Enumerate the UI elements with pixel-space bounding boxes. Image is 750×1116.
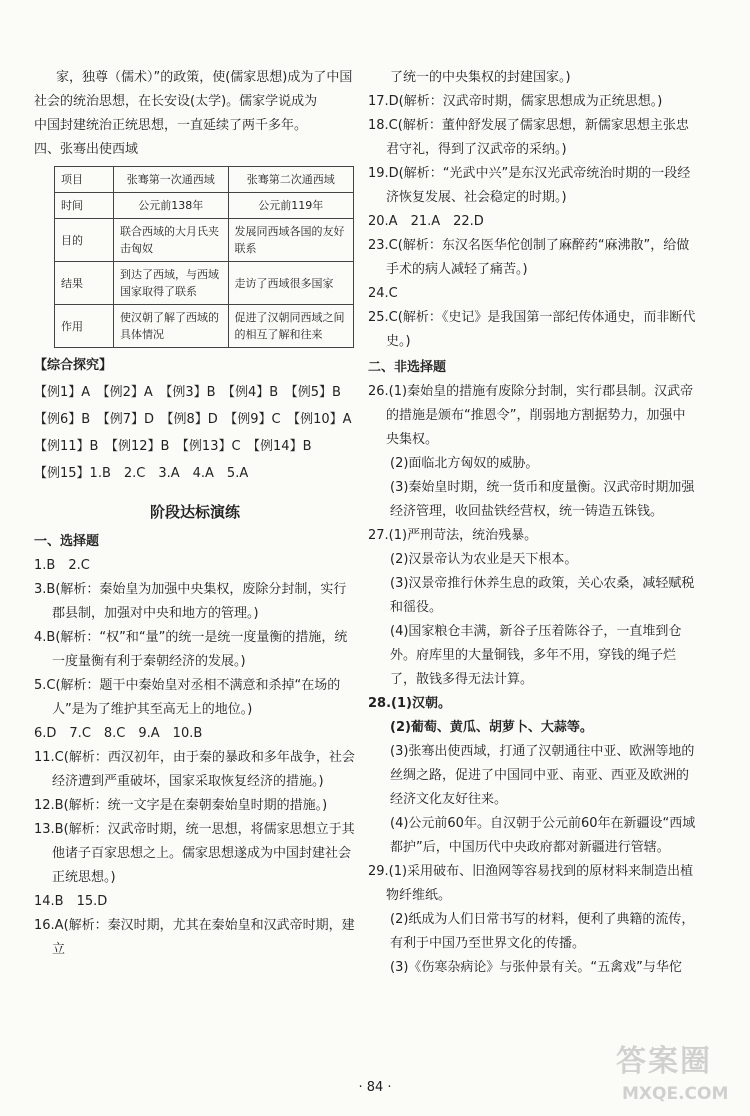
section-heading: 【综合探究】 <box>34 358 113 373</box>
left-column <box>34 66 356 962</box>
paragraph-line: 家，独尊（儒术）”的政策，使(儒家思想)成为了中国 <box>56 70 353 85</box>
table-cell: 结果 <box>55 262 114 305</box>
table-cell: 使汉朝了解了西域的具体情况 <box>114 305 229 348</box>
answer-item: 13.B(解析：汉武帝时期，统一思想，将儒家思想立于其他诸子百家思想之上。儒家思想遂成为中国封建社会正统思想。) <box>34 822 355 885</box>
table-cell: 联合西域的大月氏夹击匈奴 <box>114 219 229 262</box>
answer-item: (2)葡萄、黄瓜、胡萝卜、大蒜等。 <box>390 720 593 735</box>
paragraph-line: 了统一的中央集权的封建国家。) <box>390 70 571 85</box>
page-number: · 84 · <box>358 1080 392 1095</box>
section-heading: 二、非选择题 <box>368 360 447 375</box>
table-cell: 项目 <box>55 167 114 193</box>
table-cell: 目的 <box>55 219 114 262</box>
watermark-logo <box>616 1042 744 1108</box>
answer-item: 5.C(解析：题干中秦始皇对丞相不满意和杀掉“在场的人”是为了维护其至高无上的地位。) <box>34 678 341 717</box>
right-column <box>368 66 696 980</box>
example-line: 【例11】B 【例12】B 【例13】C 【例14】B <box>34 439 312 454</box>
answer-item: 19.D(解析：“光武中兴”是东汉光武帝统治时期的一段经济恢复发展、社会稳定的时期。) <box>368 166 691 205</box>
stage-title: 阶段达标演练 <box>149 503 240 521</box>
answer-item: (4)国家粮仓丰满，新谷子压着陈谷子，一直堆到仓外。府库里的大量铜钱，多年不用，穿钱的绳子烂了，散钱多得无法计算。 <box>390 624 682 687</box>
table-cell: 时间 <box>55 193 114 219</box>
table-row <box>55 305 354 348</box>
table-header-row <box>55 167 354 193</box>
answer-item: 11.C(解析：西汉初年，由于秦的暴政和多年战争，社会经济遭到严重破坏，国家采取恢复经济的措施。) <box>34 750 355 789</box>
example-line: 【例1】A 【例2】A 【例3】B 【例4】B 【例5】B <box>34 385 341 400</box>
answer-item: 17.D(解析：汉武帝时期，儒家思想成为正统思想。) <box>368 94 663 109</box>
answer-item: 20.A 21.A 22.D <box>368 214 484 229</box>
answer-item: (3)《伤寒杂病论》与张仲景有关。“五禽戏”与华佗 <box>390 960 682 975</box>
answer-item: 4.B(解析：“权”和“量”的统一是统一度量衡的措施，统一度量衡有利于秦朝经济的发展。) <box>34 630 348 669</box>
answer-item: (2)面临北方匈奴的威胁。 <box>390 456 539 471</box>
paragraph-line: 社会的统治思想，在长安设(太学)。儒家学说成为 <box>34 94 318 109</box>
answer-item: 16.A(解析：秦汉时期，尤其在秦始皇和汉武帝时期，建立 <box>34 918 355 957</box>
answer-item: (2)汉景帝认为农业是天下根本。 <box>390 552 578 567</box>
answer-item: 27.(1)严刑苛法，统治残暴。 <box>368 528 538 543</box>
answer-item: 3.B(解析：秦始皇为加强中央集权，废除分封制，实行郡县制，加强对中央和地方的管理。) <box>34 582 347 621</box>
answer-item: (3)汉景帝推行休养生息的政策，关心农桑，减轻赋税和徭役。 <box>390 576 695 615</box>
answer-item: 18.C(解析：董仲舒发展了儒家思想，新儒家思想主张忠君守礼，得到了汉武帝的采纳。) <box>368 118 689 157</box>
answer-item: 23.C(解析：东汉名医华佗创制了麻醉药“麻沸散”，给做手术的病人减轻了痛苦。) <box>368 238 690 277</box>
table-cell: 作用 <box>55 305 114 348</box>
answer-item: 28.(1)汉朝。 <box>368 696 451 711</box>
answer-item: 14.B 15.D <box>34 894 108 909</box>
table-cell: 走访了西域很多国家 <box>228 262 353 305</box>
answer-item: 25.C(解析：《史记》是我国第一部纪传体通史，而非断代史。) <box>368 310 696 349</box>
section-heading: 四、张骞出使西域 <box>34 142 139 157</box>
answer-item: 24.C <box>368 286 398 301</box>
table-cell: 公元前119年 <box>228 193 353 219</box>
answer-item: (2)纸成为人们日常书写的材料，便利了典籍的流传，有利于中国乃至世界文化的传播。 <box>390 912 695 951</box>
answer-item: 6.D 7.C 8.C 9.A 10.B <box>34 726 203 741</box>
table-cell: 促进了汉朝同西域之间的相互了解和往来 <box>228 305 353 348</box>
example-line: 【例15】1.B 2.C 3.A 4.A 5.A <box>34 466 249 481</box>
answer-item: 26.(1)秦始皇的措施有废除分封制，实行郡县制。汉武帝的措施是颁布“推恩令”，削弱地方割据势力，加强中央集权。 <box>368 384 694 447</box>
table-row <box>55 262 354 305</box>
answer-item: 29.(1)采用破布、旧渔网等容易找到的原材料来制造出植物纤维纸。 <box>368 864 694 903</box>
section-heading: 一、选择题 <box>34 534 100 549</box>
answer-item: (4)公元前60年。自汉朝于公元前60年在新疆设“西域都护”后，中国历代中央政府都对新疆进行管辖。 <box>390 816 696 855</box>
table-cell: 到达了西域，与西域国家取得了联系 <box>114 262 229 305</box>
table-cell: 张骞第二次通西域 <box>228 167 353 193</box>
example-answers <box>34 381 356 486</box>
answer-item: (3)秦始皇时期，统一货币和度量衡。汉武帝时期加强经济管理，收回盐铁经营权，统一铸造五铢钱。 <box>390 480 695 519</box>
answer-item: (3)张骞出使西域，打通了汉朝通往中亚、欧洲等地的丝绸之路，促进了中国同中亚、南亚、西亚及欧洲的经济文化友好往来。 <box>390 744 695 807</box>
table-row <box>55 219 354 262</box>
answer-item: 12.B(解析：统一文字是在秦朝秦始皇时期的措施。) <box>34 798 328 813</box>
table-cell: 张骞第一次通西域 <box>114 167 229 193</box>
example-line: 【例6】B 【例7】D 【例8】D 【例9】C 【例10】A <box>34 412 352 427</box>
answer-item: 1.B 2.C <box>34 558 90 573</box>
table-cell: 公元前138年 <box>114 193 229 219</box>
watermark-text: 答案圈 <box>616 1044 712 1079</box>
zhang-qian-table <box>54 166 354 348</box>
table-row <box>55 193 354 219</box>
watermark-url: MXQE.COM <box>622 1084 729 1104</box>
paragraph-line: 中国封建统治正统思想，一直延续了两千多年。 <box>34 118 308 133</box>
table-cell: 发展同西域各国的友好联系 <box>228 219 353 262</box>
